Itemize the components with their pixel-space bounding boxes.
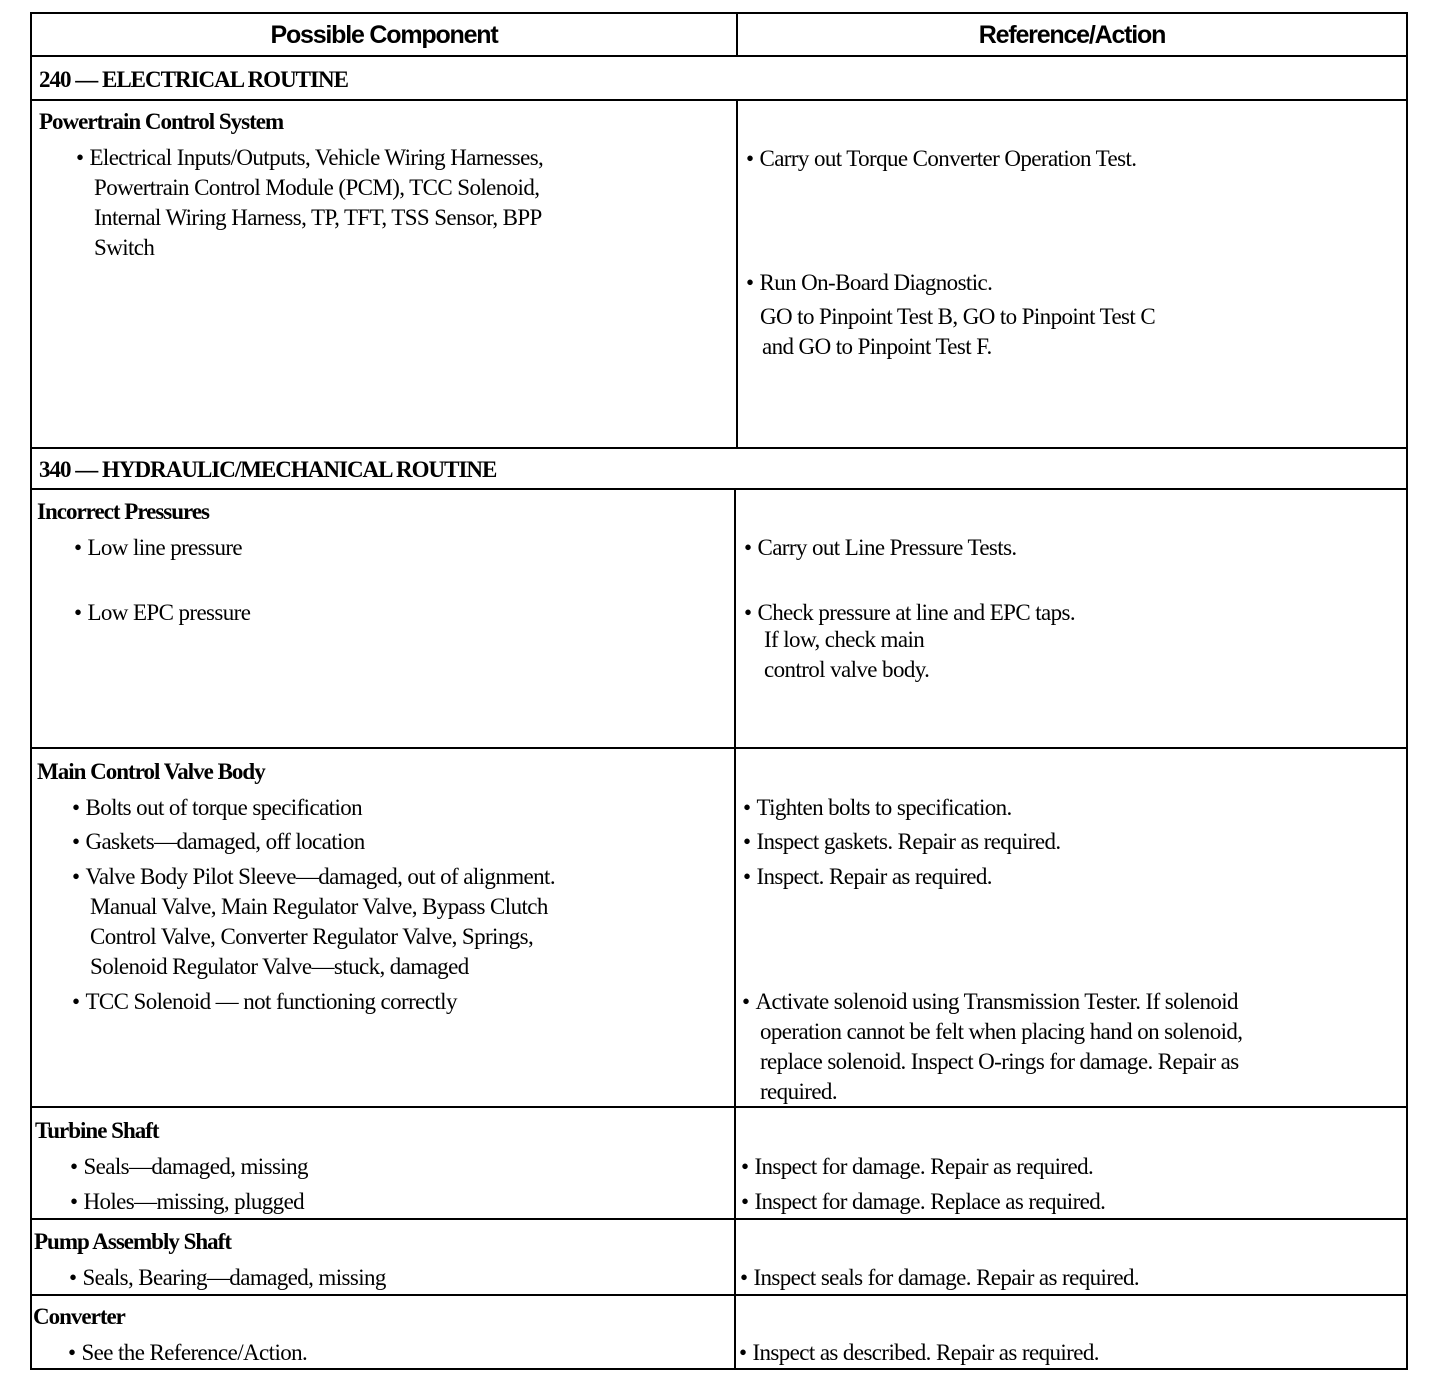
- pressures-item-1: • Low line pressure: [74, 533, 242, 563]
- col-divider-hydraulic: [734, 489, 736, 1369]
- pump-action-1: • Inspect seals for damage. Repair as required.: [740, 1263, 1139, 1293]
- section-title-hydraulic: 340 — HYDRAULIC/MECHANICAL ROUTINE: [39, 457, 497, 482]
- group-title-pump-assembly-shaft: Pump Assembly Shaft: [34, 1229, 231, 1254]
- pressures-action-2-line-3: control valve body.: [764, 657, 930, 682]
- pressures-action-1: • Carry out Line Pressure Tests.: [744, 533, 1017, 563]
- valve-body-item-3-line-1: • Valve Body Pilot Sleeve—damaged, out of alignment.: [72, 862, 555, 892]
- turbine-action-1: • Inspect for damage. Repair as required.: [741, 1152, 1093, 1182]
- pressures-action-2: [744, 598, 1075, 685]
- group-title-powertrain: Powertrain Control System: [39, 109, 284, 134]
- pressures-action-2-line-2: If low, check main: [764, 627, 925, 652]
- diagnosis-table: [30, 12, 1408, 1370]
- column-header-possible-component: Possible Component: [270, 21, 498, 49]
- group-title-turbine-shaft: Turbine Shaft: [35, 1118, 159, 1143]
- rule-turbine-end: [32, 1218, 1406, 1220]
- converter-item-1: • See the Reference/Action.: [68, 1338, 307, 1368]
- powertrain-component-line-1: • Electrical Inputs/Outputs, Vehicle Wiring Harnesses,: [76, 143, 543, 173]
- powertrain-action-2-line-1: • Run On-Board Diagnostic.: [746, 268, 1155, 298]
- rule-pump-end: [32, 1294, 1406, 1296]
- valve-body-item-3: [72, 862, 555, 982]
- group-title-incorrect-pressures: Incorrect Pressures: [37, 499, 209, 524]
- group-title-converter: Converter: [33, 1304, 125, 1329]
- pressures-action-2-line-1: • Check pressure at line and EPC taps.: [744, 598, 1075, 628]
- valve-body-action-3: • Inspect. Repair as required.: [743, 862, 992, 892]
- valve-body-action-4-line-4: required.: [760, 1079, 837, 1104]
- valve-body-item-2: • Gaskets—damaged, off location: [72, 827, 365, 857]
- valve-body-action-4-line-3: replace solenoid. Inspect O-rings for damage. Repair as: [760, 1049, 1239, 1074]
- valve-body-item-3-line-2: Manual Valve, Main Regulator Valve, Bypass Clutch: [90, 894, 548, 919]
- rule-hydraulic-title: [32, 488, 1406, 490]
- rule-header: [32, 55, 1406, 57]
- col-divider-electrical: [736, 100, 738, 448]
- powertrain-action-2-line-3: and GO to Pinpoint Test F.: [762, 334, 992, 359]
- valve-body-item-3-line-3: Control Valve, Converter Regulator Valve, Springs,: [90, 924, 534, 949]
- pressures-item-2: • Low EPC pressure: [74, 598, 250, 628]
- group-title-main-control-valve-body: Main Control Valve Body: [37, 759, 265, 784]
- turbine-action-2: • Inspect for damage. Replace as required.: [741, 1187, 1105, 1217]
- valve-body-item-4: • TCC Solenoid — not functioning correctly: [72, 987, 457, 1017]
- rule-pressures-end: [32, 747, 1406, 749]
- powertrain-component-line-4: Switch: [94, 235, 155, 260]
- section-title-electrical: 240 — ELECTRICAL ROUTINE: [39, 67, 348, 92]
- powertrain-action-2-line-2: GO to Pinpoint Test B, GO to Pinpoint Test C: [760, 304, 1156, 329]
- converter-action-1: • Inspect as described. Repair as required.: [739, 1338, 1099, 1368]
- valve-body-action-4: [742, 987, 1242, 1107]
- valve-body-action-2: • Inspect gaskets. Repair as required.: [743, 827, 1061, 857]
- powertrain-component-line-3: Internal Wiring Harness, TP, TFT, TSS Sensor, BPP: [94, 205, 542, 230]
- powertrain-action-2: [746, 268, 1155, 362]
- valve-body-action-4-line-2: operation cannot be felt when placing hand on solenoid,: [760, 1019, 1243, 1044]
- turbine-item-1: • Seals—damaged, missing: [70, 1152, 308, 1182]
- valve-body-action-4-line-1: • Activate solenoid using Transmission Tester. If solenoid: [742, 987, 1242, 1017]
- column-header-reference-action: Reference/Action: [978, 21, 1166, 49]
- powertrain-component-line-2: Powertrain Control Module (PCM), TCC Solenoid,: [94, 175, 540, 200]
- valve-body-action-1: • Tighten bolts to specification.: [743, 793, 1012, 823]
- powertrain-action-1: • Carry out Torque Converter Operation Test.: [746, 144, 1136, 174]
- powertrain-component-item: [76, 143, 543, 263]
- valve-body-item-3-line-4: Solenoid Regulator Valve—stuck, damaged: [90, 954, 469, 979]
- rule-electrical-end: [32, 447, 1406, 449]
- valve-body-item-1: • Bolts out of torque specification: [72, 793, 362, 823]
- rule-electrical-title: [32, 99, 1406, 101]
- turbine-item-2: • Holes—missing, plugged: [70, 1187, 304, 1217]
- pump-item-1: • Seals, Bearing—damaged, missing: [69, 1263, 386, 1293]
